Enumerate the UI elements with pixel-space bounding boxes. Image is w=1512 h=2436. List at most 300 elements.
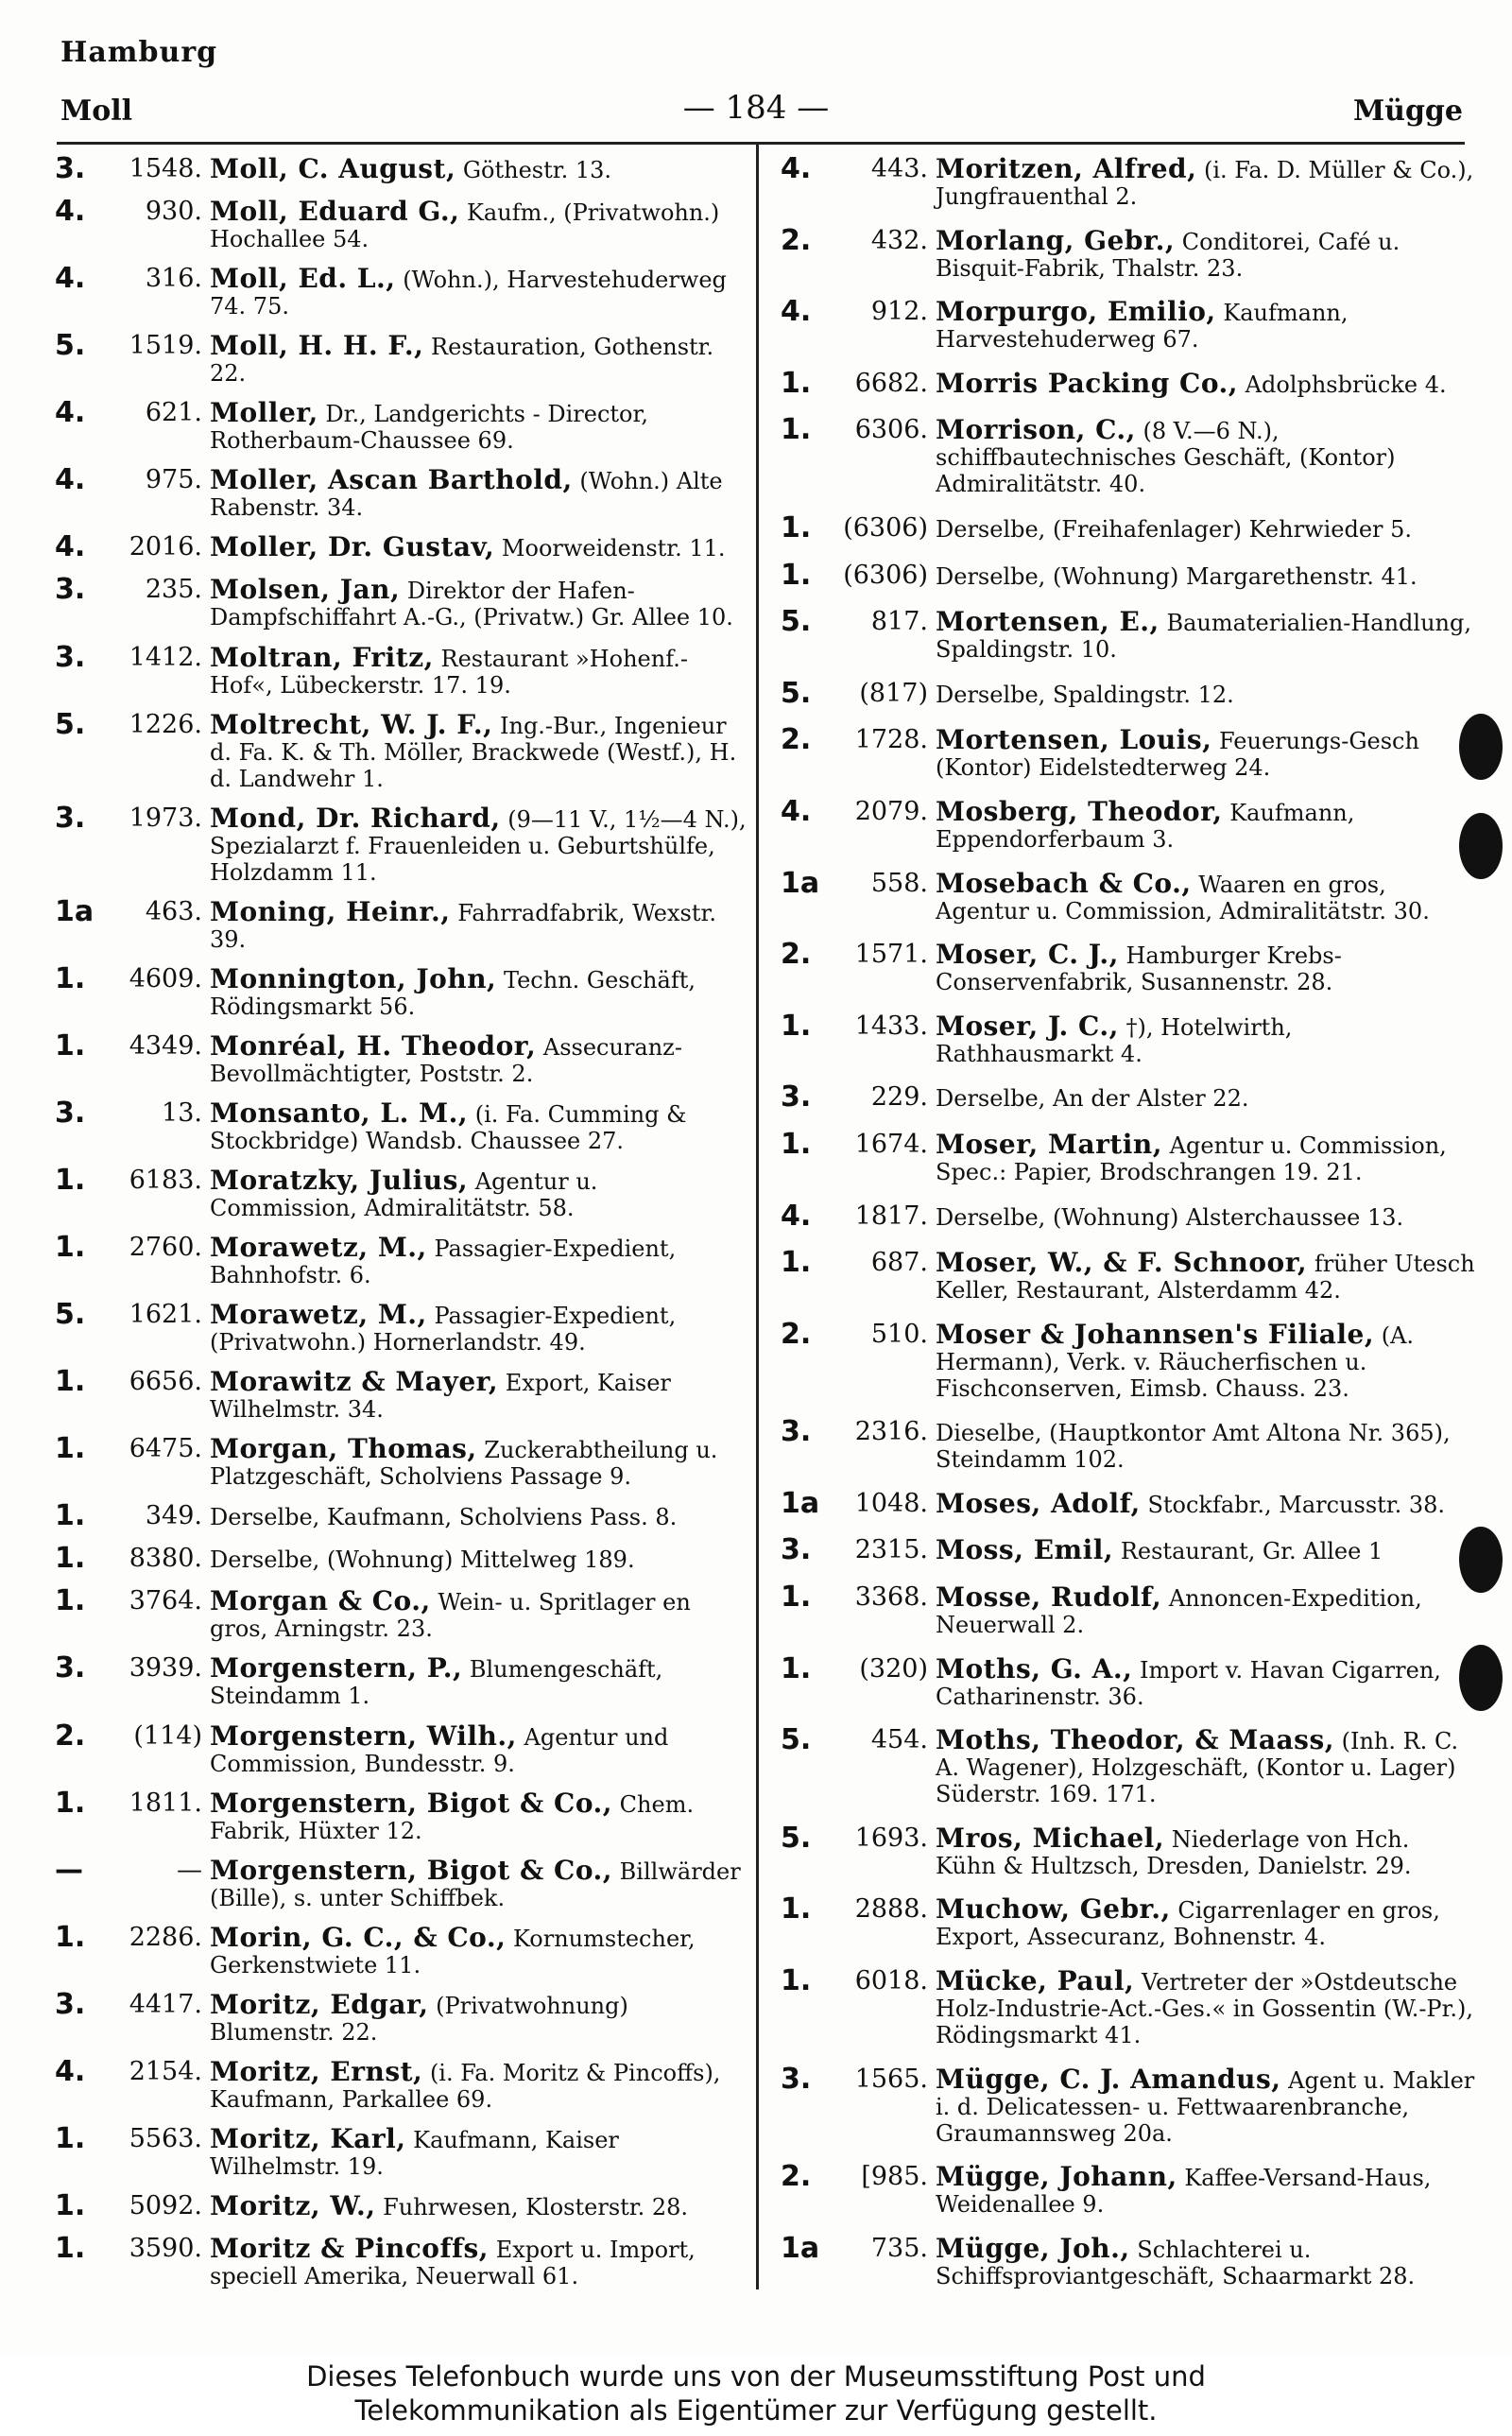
entry-name: Molsen, Jan, (210, 574, 401, 606)
entry-text (936, 1201, 1475, 1231)
directory-entry (781, 2161, 1475, 2218)
entry-text (210, 574, 749, 631)
entry-details: (Wohn.) Alte Rabenstr. 34. (210, 468, 723, 522)
directory-entry (781, 1201, 1475, 1233)
phone-number: 235. (145, 575, 202, 605)
entry-text (210, 330, 749, 387)
entry-text (210, 397, 749, 454)
entry-details: Hamburger Krebs-Conservenfabrik, Susannenstr. 28. (936, 942, 1342, 996)
exchange-number: 5. (55, 1298, 86, 1332)
exchange-number: 2. (781, 723, 812, 757)
phone-number: 735. (870, 2233, 928, 2263)
phone-number: 1048. (854, 1488, 928, 1518)
exchange-number: 5. (55, 329, 86, 363)
exchange-number: 1. (55, 1542, 86, 1576)
entry-details: Kaufmann, Kaiser Wilhelmstr. 19. (210, 2126, 619, 2180)
entry-text (210, 1855, 749, 1911)
punch-hole-mark (1459, 714, 1503, 780)
directory-entry (55, 1030, 749, 1087)
entry-text (210, 709, 749, 792)
exchange-number: 1. (55, 2121, 86, 2155)
phone-number: 229. (870, 1082, 928, 1113)
entry-text (936, 1416, 1475, 1473)
entry-text (936, 1581, 1475, 1638)
entry-text (210, 531, 749, 561)
entry-name: Mücke, Paul, (936, 1965, 1135, 1997)
entry-text (936, 1129, 1475, 1185)
directory-entry (55, 1788, 749, 1844)
entry-text (210, 896, 749, 953)
directory-entry (55, 803, 749, 886)
entry-details: Passagier-Expedient, Bahnhofstr. 6. (210, 1235, 677, 1288)
exchange-number: 3. (55, 640, 86, 674)
phone-number: 2286. (129, 1922, 202, 1952)
entry-details: Dieselbe, (Hauptkontor Amt Altona Nr. 365), Steindamm 102. (936, 1420, 1451, 1474)
entry-text (936, 606, 1475, 663)
entry-details: Zuckerabtheilung u. Platzgeschäft, Scholviens Passage 9. (210, 1437, 718, 1491)
entry-details: Waaren en gros, Agentur u. Commission, Admiralitätstr. 30. (936, 871, 1430, 924)
entry-name: Morpurgo, Emilio, (936, 296, 1216, 328)
entry-name: Morgenstern, Wilh., (210, 1719, 517, 1752)
entry-name: Morin, G. C., & Co., (210, 1921, 507, 1953)
exchange-number: 1. (55, 1920, 86, 1954)
entry-name: Moll, H. H. F., (210, 330, 424, 362)
phone-number: 8380. (129, 1544, 202, 1574)
directory-entry (55, 263, 749, 320)
phone-number: 316. (145, 264, 202, 294)
phone-number: 817. (870, 607, 928, 637)
entry-details: Kaufmann, Eppendorferbaum 3. (936, 799, 1355, 853)
directory-entry (55, 464, 749, 521)
footer-line-1: Dieses Telefonbuch wurde uns von der Museumsstiftung Post und (306, 2360, 1206, 2393)
entry-details: Restaurant, Gr. Allee 1 (1120, 1538, 1383, 1565)
directory-entry (781, 1724, 1475, 1807)
exchange-number: 1. (781, 1009, 812, 1043)
phone-number: 687. (870, 1248, 928, 1278)
directory-entry (781, 1823, 1475, 1879)
exchange-number: 1. (55, 1584, 86, 1618)
entry-text (936, 368, 1475, 398)
phone-number: 454. (870, 1725, 928, 1755)
entry-details: Derselbe, (Wohnung) Mittelweg 189. (210, 1546, 635, 1574)
exchange-number: 1. (55, 1231, 86, 1264)
entry-name: Moritz, Edgar, (210, 1988, 429, 2020)
entry-text (210, 803, 749, 886)
entry-name: Moritz, Karl, (210, 2122, 406, 2154)
phone-number: 1412. (129, 642, 202, 672)
entry-name: Morawetz, M., (210, 1232, 427, 1263)
directory-entry (781, 606, 1475, 663)
directory-entry (55, 330, 749, 387)
entry-text (210, 1299, 749, 1356)
directory-entry (55, 397, 749, 454)
phone-number: 1565. (854, 2064, 928, 2094)
directory-entry (55, 2233, 749, 2289)
directory-entry (55, 1585, 749, 1642)
entry-details: Import v. Havan Cigarren, Catharinenstr. 36. (936, 1656, 1441, 1710)
entry-name: Moltrecht, W. J. F., (210, 708, 493, 740)
entry-details: (i. Fa. Cumming & Stockbridge) Wandsb. Chaussee 27. (210, 1100, 687, 1154)
entry-details: Vertreter der »Ostdeutsche Holz-Industrie-Act.-Ges.« in Gossentin (W.-Pr.), Rödingsmarkt 41. (936, 1969, 1474, 2049)
entry-name: Monnington, John, (210, 962, 497, 994)
exchange-number: 1. (55, 1499, 86, 1533)
phone-number: 1973. (129, 803, 202, 833)
phone-number: (114) (133, 1720, 202, 1751)
exchange-number: 3. (781, 1080, 812, 1114)
entry-details: Direktor der Hafen-Dampfschiffahrt A.-G., (Privatw.) Gr. Allee 10. (210, 578, 733, 631)
entry-name: Moning, Heinr., (210, 895, 451, 927)
directory-entry (781, 368, 1475, 400)
entry-text (936, 1893, 1475, 1950)
directory-entry (781, 678, 1475, 710)
entry-details: (Wohn.), Harvestehuderweg 74. 75. (210, 267, 727, 320)
entry-details: Blumengeschäft, Steindamm 1. (210, 1656, 663, 1710)
directory-entry (55, 1299, 749, 1356)
entry-details: Restauration, Gothenstr. 22. (210, 334, 714, 388)
entry-text (210, 2123, 749, 2180)
phone-number: 2316. (854, 1417, 928, 1447)
entry-name: Moths, G. A., (936, 1652, 1133, 1684)
entry-text (210, 2190, 749, 2220)
entry-text (210, 1232, 749, 1288)
exchange-number: 3. (781, 2062, 812, 2096)
phone-number: 1519. (129, 331, 202, 361)
entry-details: Dr., Landgerichts - Director, Rotherbaum-Chaussee 69. (210, 401, 648, 455)
exchange-number: 1. (781, 1964, 812, 1998)
entry-text (936, 296, 1475, 353)
phone-number: 3368. (854, 1582, 928, 1613)
entry-text (936, 1823, 1475, 1879)
exchange-number: 1. (55, 961, 86, 995)
exchange-number: 3. (781, 1533, 812, 1567)
entry-name: Moritzen, Alfred, (936, 153, 1197, 184)
directory-entry (55, 1543, 749, 1575)
phone-number: — (177, 1855, 202, 1885)
entry-name: Moser, J. C., (936, 1010, 1119, 1042)
entry-name: Monréal, H. Theodor, (210, 1029, 537, 1062)
entry-name: Morris Packing Co., (936, 367, 1239, 399)
exchange-number: 5. (781, 1723, 812, 1757)
phone-number: 432. (870, 225, 928, 255)
entry-text (936, 1011, 1475, 1067)
exchange-number: 1. (781, 366, 812, 400)
entry-text (936, 939, 1475, 995)
phone-number: (320) (859, 1653, 928, 1684)
entry-details: (A. Hermann), Verk. v. Räucherfischen u. Fischconserven, Eimsb. Chauss. 23. (936, 1322, 1415, 1402)
entry-details: Derselbe, (Wohnung) Margarethenstr. 41. (936, 562, 1418, 590)
exchange-number: 1. (781, 1892, 812, 1926)
directory-entry (781, 1129, 1475, 1185)
exchange-number: 1. (781, 510, 812, 544)
entry-name: Morlang, Gebr., (936, 224, 1176, 256)
entry-name: Mond, Dr. Richard, (210, 802, 501, 834)
entry-text (210, 1720, 749, 1777)
entry-details: Chem. Fabrik, Hüxter 12. (210, 1790, 695, 1844)
directory-entry (55, 2190, 749, 2222)
directory-entry (55, 1720, 749, 1777)
phone-number: 3939. (129, 1653, 202, 1684)
directory-entry (781, 724, 1475, 781)
phone-number: 1817. (854, 1201, 928, 1231)
entry-details: Agentur u. Commission, Admiralitätstr. 58. (210, 1167, 598, 1221)
directory-entry (781, 796, 1475, 853)
entry-text (936, 1488, 1475, 1518)
phone-number: 6475. (129, 1434, 202, 1464)
entry-name: Mosse, Rudolf, (936, 1581, 1162, 1614)
entry-text (936, 1081, 1475, 1112)
exchange-number: 1a (55, 894, 94, 928)
header-rule (57, 142, 1465, 145)
entry-details: Assecuranz-Bevollmächtigter, Poststr. 2. (210, 1033, 682, 1087)
exchange-number: 5. (781, 676, 812, 710)
entry-name: Morgenstern, Bigot & Co., (210, 1787, 613, 1819)
entry-details: Derselbe, (Wohnung) Alsterchaussee 13. (936, 1203, 1404, 1231)
entry-name: Moritz & Pincoffs, (210, 2233, 490, 2264)
phone-number: 4417. (129, 1989, 202, 2019)
entry-text (210, 1585, 749, 1642)
entry-details: (i. Fa. D. Müller & Co.), Jungfrauenthal 2. (936, 157, 1474, 210)
entry-name: Moll, C. August, (210, 153, 456, 184)
footer-notice (0, 2354, 1512, 2436)
entry-details: (8 V.—6 N.), schiffbautechnisches Geschäft, (Kontor) Admiralitätstr. 40. (936, 418, 1396, 498)
directory-entry (781, 1653, 1475, 1710)
exchange-number: 2. (781, 2160, 812, 2194)
entry-name: Morgan & Co., (210, 1585, 431, 1617)
directory-entry (55, 574, 749, 631)
exchange-number: 1. (781, 413, 812, 447)
phone-number: 2154. (129, 2056, 202, 2086)
exchange-number: 3. (55, 152, 86, 185)
exchange-number: 3. (55, 1096, 86, 1130)
phone-number: 4349. (129, 1030, 202, 1061)
entry-name: Moritz, Ernst, (210, 2055, 423, 2087)
entry-name: Mros, Michael, (936, 1822, 1165, 1854)
entry-name: Morgenstern, P., (210, 1652, 463, 1684)
entry-details: (i. Fa. Moritz & Pincoffs), Kaufmann, Parkallee 69. (210, 2059, 721, 2113)
entry-name: Muchow, Gebr., (936, 1893, 1171, 1926)
entry-text (210, 642, 749, 699)
entry-text (210, 1922, 749, 1978)
entry-text (936, 678, 1475, 708)
exchange-number: 1. (781, 1127, 812, 1161)
exchange-number: 5. (781, 1821, 812, 1855)
exchange-number: 4. (781, 1199, 812, 1233)
entry-text (936, 512, 1475, 543)
entry-details: Export, Kaiser Wilhelmstr. 34. (210, 1370, 671, 1424)
exchange-number: 4. (781, 152, 812, 185)
entry-text (210, 153, 749, 183)
phone-number: 6018. (854, 1966, 928, 1996)
entry-details: Cigarrenlager en gros, Export, Assecuranz, Bohnenstr. 4. (936, 1897, 1440, 1951)
entry-text (210, 1543, 749, 1573)
exchange-number: 2. (781, 938, 812, 972)
phone-number: 3590. (129, 2234, 202, 2263)
phone-number: 2315. (854, 1535, 928, 1565)
phone-number: 6682. (854, 368, 928, 398)
entry-details: (9—11 V., 1½—4 N.), Spezialarzt f. Frauenleiden u. Geburtshülfe, Holzdamm 11. (210, 805, 747, 886)
entry-details: Techn. Geschäft, Rödingsmarkt 56. (210, 966, 696, 1020)
directory-entry (55, 153, 749, 185)
entry-name: Mügge, C. J. Amandus, (936, 2063, 1281, 2095)
directory-entry (781, 1893, 1475, 1950)
entry-text (210, 2233, 749, 2289)
entry-name: Moll, Eduard G., (210, 196, 460, 228)
entry-text (936, 2233, 1475, 2289)
directory-entry (781, 2064, 1475, 2147)
entry-details: früher Utesch Keller, Restaurant, Alsterdamm 42. (936, 1251, 1475, 1304)
page-number: — 184 — (682, 89, 830, 127)
exchange-number: 3. (55, 1987, 86, 2021)
exchange-number: 2. (55, 1719, 86, 1753)
entry-name: Mortensen, E., (936, 606, 1160, 638)
entry-details: Adolphsbrücke 4. (1245, 371, 1447, 398)
punch-hole-mark (1459, 813, 1503, 879)
exchange-number: 1. (781, 1651, 812, 1685)
city-heading: Hamburg (60, 36, 218, 69)
entry-text (210, 1030, 749, 1087)
entry-name: Moller, Dr. Gustav, (210, 531, 495, 563)
entry-details: Stockfabr., Marcusstr. 38. (1147, 1491, 1446, 1518)
entry-details: Agentur und Commission, Bundesstr. 9. (210, 1723, 669, 1777)
entry-text (936, 1965, 1475, 2048)
first-entry-keyword: Moll (60, 95, 133, 128)
exchange-number: 4. (55, 530, 86, 564)
exchange-number: 4. (55, 2054, 86, 2088)
directory-entry (55, 896, 749, 953)
right-column (781, 153, 1475, 2289)
entry-text (210, 196, 749, 252)
entry-name: Morgenstern, Bigot & Co., (210, 1854, 613, 1886)
entry-details: Baumaterialien-Handlung, Spaldingstr. 10. (936, 610, 1471, 664)
directory-entry (55, 963, 749, 1020)
phone-number: 558. (870, 868, 928, 898)
entry-details: Annoncen-Expedition, Neuerwall 2. (936, 1585, 1422, 1639)
entry-details: Moorweidenstr. 11. (501, 535, 726, 562)
directory-entry (55, 1097, 749, 1154)
exchange-number: 1. (55, 2232, 86, 2265)
directory-entry (781, 1081, 1475, 1114)
exchange-number: 1a (781, 2231, 820, 2265)
directory-entry (781, 414, 1475, 497)
entry-text (210, 2056, 749, 2113)
entry-details: Feuerungs-Gesch (Kontor) Eidelstedterweg 24. (936, 728, 1419, 782)
exchange-number: 4. (55, 396, 86, 430)
entry-text (936, 796, 1475, 853)
directory-entry (781, 1965, 1475, 2048)
phone-number: 930. (145, 197, 202, 227)
entry-text (936, 153, 1475, 210)
exchange-number: 4. (55, 463, 86, 497)
exchange-number: 4. (781, 794, 812, 828)
phone-number: (6306) (843, 560, 928, 590)
directory-entry (55, 1366, 749, 1423)
entry-details: Conditorei, Café u. Bisquit-Fabrik, Thalstr. 23. (936, 228, 1400, 282)
entry-text (210, 1097, 749, 1154)
entry-text (936, 2161, 1475, 2218)
entry-details: Derselbe, (Freihafenlager) Kehrwieder 5. (936, 515, 1413, 543)
footer-line-2: Telekommunikation als Eigentümer zur Verfügung gestellt. (354, 2394, 1158, 2427)
entry-name: Morrison, C., (936, 414, 1136, 446)
column-divider (756, 144, 759, 2289)
exchange-number: 1. (55, 1028, 86, 1063)
entry-name: Moratzky, Julius, (210, 1164, 469, 1196)
phone-number: 2888. (854, 1894, 928, 1925)
entry-name: Moths, Theodor, & Maass, (936, 1724, 1334, 1756)
entry-details: Kaffee-Versand-Haus, Weidenallee 9. (936, 2165, 1432, 2219)
phone-number: 3764. (129, 1586, 202, 1616)
phone-number: (817) (859, 678, 928, 708)
directory-entry (55, 1500, 749, 1532)
entry-text (210, 1165, 749, 1221)
entry-text (936, 868, 1475, 924)
entry-details: Restaurant »Hohenf.-Hof«, Lübeckerstr. 17. 19. (210, 645, 688, 699)
entry-name: Monsanto, L. M., (210, 1097, 469, 1129)
exchange-number: 1. (55, 1365, 86, 1399)
entry-details: Derselbe, Spaldingstr. 12. (936, 681, 1234, 708)
entry-name: Moses, Adolf, (936, 1487, 1141, 1519)
entry-text (210, 963, 749, 1020)
exchange-number: 1. (55, 2188, 86, 2222)
entry-details: Kornumstecher, Gerkenstwiete 11. (210, 1925, 696, 1978)
entry-text (210, 1366, 749, 1423)
directory-entry (55, 196, 749, 252)
directory-entry (781, 560, 1475, 592)
directory-entry (55, 642, 749, 699)
directory-entry (55, 1165, 749, 1221)
phone-number: 5563. (129, 2123, 202, 2153)
entry-details: Agent u. Makler i. d. Delicatessen- u. Fettwaarenbranche, Graumannsweg 20a. (936, 2066, 1475, 2147)
directory-entry (781, 1011, 1475, 1067)
entry-details: Fahrradfabrik, Wexstr. 39. (210, 899, 716, 953)
entry-details: †), Hotelwirth, Rathhausmarkt 4. (936, 1013, 1293, 1067)
exchange-number: 2. (781, 1317, 812, 1351)
phone-number: 1811. (129, 1788, 202, 1818)
entry-name: Moser, Martin, (936, 1128, 1163, 1160)
directory-entry (55, 1433, 749, 1490)
phone-number: 4609. (129, 963, 202, 993)
punch-hole-mark (1459, 1645, 1503, 1711)
phone-number: 1571. (854, 940, 928, 970)
entry-name: Moller, Ascan Barthold, (210, 464, 573, 496)
entry-text (210, 1989, 749, 2046)
entry-text (936, 1534, 1475, 1564)
directory-entry (781, 1581, 1475, 1638)
exchange-number: 3. (781, 1415, 812, 1449)
entry-text (936, 1724, 1475, 1807)
entry-name: Morawetz, M., (210, 1299, 427, 1331)
entry-name: Mosebach & Co., (936, 867, 1192, 899)
directory-entry (55, 1232, 749, 1288)
directory-entry (781, 153, 1475, 210)
entry-details: Niederlage von Hch. Kühn & Hultzsch, Dresden, Danielstr. 29. (936, 1825, 1412, 1879)
exchange-number: 1a (781, 866, 820, 900)
entry-name: Moller, (210, 397, 318, 429)
entry-name: Moser & Johannsen's Filiale, (936, 1318, 1375, 1350)
phone-number: 2079. (854, 796, 928, 826)
directory-entry (781, 1534, 1475, 1566)
phone-number: 1693. (854, 1823, 928, 1853)
directory-entry (55, 2056, 749, 2113)
entry-name: Moltran, Fritz, (210, 641, 434, 673)
entry-details: Ing.-Bur., Ingenieur d. Fa. K. & Th. Möller, Brackwede (Westf.), H. d. Landwehr 1. (210, 712, 737, 792)
phone-number: 975. (145, 465, 202, 495)
entry-text (936, 225, 1475, 282)
exchange-number: 1. (781, 1581, 812, 1615)
punch-hole-mark (1459, 1527, 1503, 1593)
last-entry-keyword: Mügge (1352, 95, 1463, 128)
phone-number: 2760. (129, 1233, 202, 1262)
phone-number: [985. (861, 2162, 928, 2192)
